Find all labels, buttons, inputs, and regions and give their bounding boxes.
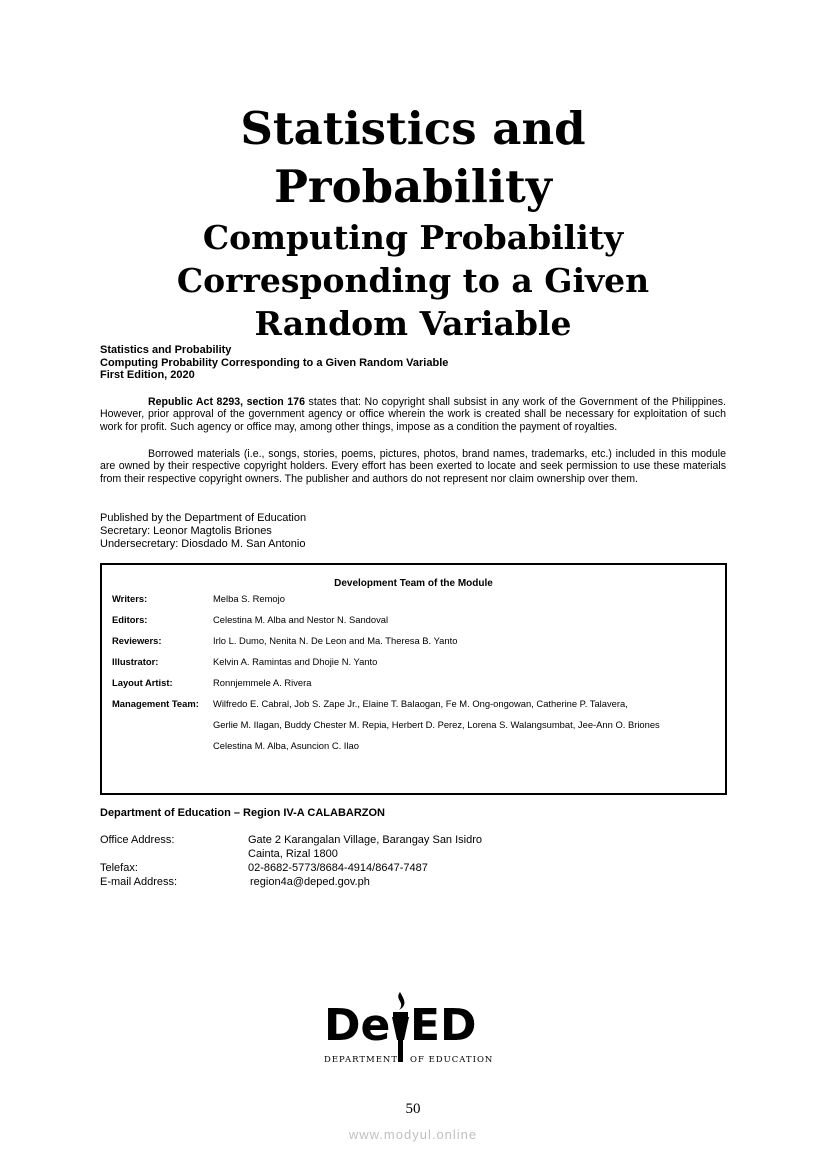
logo-tagline-left: DEPARTMENT (324, 1055, 399, 1065)
copyright-law: Republic Act 8293, section 176 (148, 396, 305, 408)
dev-names: Gerlie M. Ilagan, Buddy Chester M. Repia, Herbert D. Perez, Lorena S. Walangsumbat, Jee-Ann O. Briones (213, 719, 660, 730)
meta-edition: First Edition, 2020 (100, 369, 195, 381)
title-line-2: Probability (274, 160, 552, 213)
secretary: Secretary: Leonor Magtolis Briones (100, 524, 272, 537)
logo-tagline-right: OF EDUCATION (410, 1055, 494, 1065)
dev-role: Illustrator: (112, 656, 159, 667)
dev-names: Celestina M. Alba and Nestor N. Sandoval (213, 614, 389, 625)
office-address-label: Office Address: (100, 834, 175, 846)
email-label: E-mail Address: (100, 876, 178, 888)
dev-role: Layout Artist: (112, 677, 173, 688)
copyright-text: states that: No copyright shall subsist in any work of the Government of the Philippines. However, prior approval of the government agency or office wherein the work is created shall be necessary for exploitation of such work for profit. Such agency or office may, among other things, impose as a condition the payment of royalties. (100, 396, 726, 433)
office-address-line-1: Gate 2 Karangalan Village, Barangay San Isidro (248, 834, 483, 846)
subtitle-line-3: Random Variable (254, 304, 572, 343)
dev-names: Wilfredo E. Cabral, Job S. Zape Jr., Elaine T. Balaogan, Fe M. Ong-ongowan, Catherine P. Talavera, (213, 698, 628, 709)
title-line-1: Statistics and (240, 102, 586, 155)
published-by: Published by the Department of Education (100, 512, 307, 524)
subtitle-line-2: Corresponding to a Given (176, 261, 650, 300)
dev-role: Management Team: (112, 698, 199, 709)
office-address-line-2: Cainta, Rizal 1800 (248, 848, 338, 860)
watermark: www.modyul.online (348, 1127, 478, 1142)
meta-course: Statistics and Probability (100, 344, 232, 356)
logo-wordmark-left: De (324, 1000, 391, 1051)
copyright-paragraph (100, 396, 726, 433)
development-team-heading: Development Team of the Module (334, 578, 493, 589)
email-value: region4a@deped.gov.ph (250, 876, 370, 888)
page-number: 50 (405, 1101, 421, 1117)
module-meta (100, 344, 448, 382)
dev-names: Celestina M. Alba, Asuncion C. Ilao (213, 740, 359, 751)
publisher-info (100, 512, 306, 550)
meta-module: Computing Probability Corresponding to a Given Random Variable (100, 356, 449, 369)
region-heading: Department of Education – Region IV-A CALABARZON (100, 807, 385, 819)
dev-role: Reviewers: (112, 635, 162, 646)
subtitle-line-1: Computing Probability (202, 218, 624, 257)
dev-names: Kelvin A. Ramintas and Dhojie N. Yanto (213, 656, 378, 667)
dev-role: Editors: (112, 614, 148, 625)
torch-icon (392, 992, 409, 1062)
telefax-label: Telefax: (100, 862, 138, 874)
logo-wordmark-right: ED (410, 1000, 477, 1051)
dev-names: Ronnjemmele A. Rivera (213, 677, 312, 688)
telefax-value: 02-8682-5773/8684-4914/8647-7487 (248, 862, 428, 874)
deped-logo (320, 990, 495, 1070)
dev-names: Melba S. Remojo (213, 593, 285, 604)
title-block (100, 100, 726, 345)
dev-names: Irlo L. Dumo, Nenita N. De Leon and Ma. Theresa B. Yanto (213, 635, 458, 646)
dev-role: Writers: (112, 593, 148, 604)
development-team-box (100, 563, 727, 795)
undersecretary: Undersecretary: Diosdado M. San Antonio (100, 537, 306, 550)
borrowed-materials-paragraph: Borrowed materials (i.e., songs, stories, poems, pictures, photos, brand names, trademarks, etc.) included in this module are owned by their respective copyright holders. Every effort has been exerted to locate and seek permission to use these materials from their respective copyright owners. The publisher and authors do not represent nor claim ownership over them. (100, 448, 726, 485)
